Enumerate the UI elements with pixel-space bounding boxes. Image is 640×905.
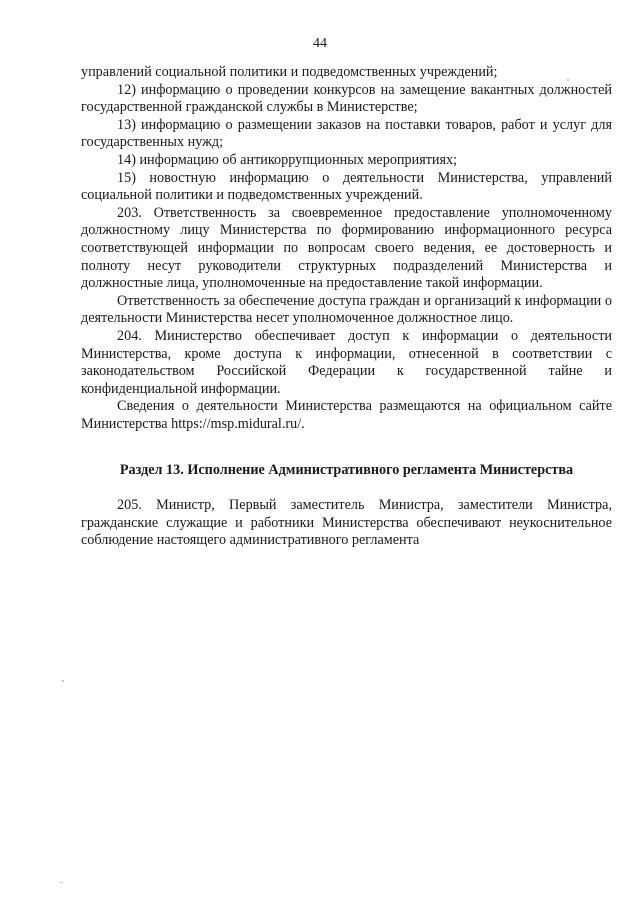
section-heading: Раздел 13. Исполнение Административного регламента Министерства xyxy=(119,462,574,478)
scan-speck xyxy=(60,882,62,883)
paragraph-203: 203. Ответственность за своевременное предоставление уполномоченному должностному лицу Министерства по формированию информационного ресурса соответствующей информации по вопросам своего ведения, ее достоверность и полноту несут руководители структурных подразделений Министерства и должностные лица, уполномоченные на предоставление такой информации. xyxy=(81,204,612,292)
paragraph-website: Сведения о деятельности Министерства размещаются на официальном сайте Министерства https://msp.midural.ru/. xyxy=(81,398,612,432)
body-text-bottom xyxy=(81,497,612,550)
list-item-12: 12) информацию о проведении конкурсов на замещение вакантных должностей государственной гражданской службы в Министерстве; xyxy=(81,81,612,116)
list-item-15: 15) новостную информацию о деятельности Министерства, управлений социальной политики и подведомственных учреждений. xyxy=(81,169,612,204)
body-text-top xyxy=(81,64,612,433)
page-number: 44 xyxy=(313,36,327,51)
paragraph-205: 205. Министр, Первый заместитель Министра, заместители Министра, гражданские служащие и работники Министерства обеспечивают неукоснительное соблюдение настоящего административного регламента xyxy=(81,497,612,549)
list-item-14: 14) информацию об антикоррупционных мероприятиях; xyxy=(117,151,458,168)
paragraph-204: 204. Министерство обеспечивает доступ к информации о деятельности Министерства, кроме доступа к информации, отнесенной в соответствии с законодательством Российской Федерации к государственной тайне и конфиденциальной информации. xyxy=(81,327,612,397)
paragraph: управлений социальной политики и подведомственных учреждений; xyxy=(81,64,498,80)
list-item-13: 13) информацию о размещении заказов на поставки товаров, работ и услуг для государственных нужд; xyxy=(81,116,612,151)
scan-speck xyxy=(567,79,569,81)
scan-speck xyxy=(62,680,64,682)
paragraph-responsibility: Ответственность за обеспечение доступа граждан и организаций к информации о деятельности Министерства несет уполномоченное должностное лицо. xyxy=(81,292,612,327)
